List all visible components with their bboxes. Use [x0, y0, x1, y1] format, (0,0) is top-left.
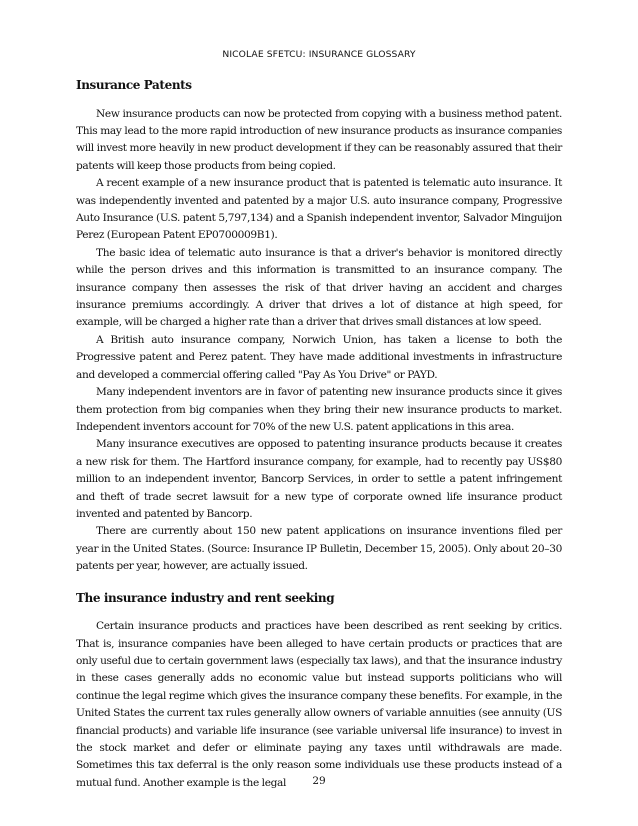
section-heading-insurance-patents: Insurance Patents	[76, 78, 192, 92]
running-header: NICOLAE SFETCU: INSURANCE GLOSSARY	[222, 49, 416, 60]
section-heading-rent-seeking: The insurance industry and rent seeking	[76, 590, 335, 605]
paragraph: A recent example of a new insurance product that is patented is telematic auto insurance. It was independently invented and patented by a major U.S. auto insurance company, Progressive Auto Insurance (U.S. patent 5,797,134) and a Spanish independent inventor, Salvador Minguijon Perez (European Patent EP0700009B1).	[76, 177, 562, 242]
paragraph: Many insurance executives are opposed to patenting insurance products because it creates a new risk for them. The Hartford insurance company, for example, had to recently pay US$80 million to an independent inventor, Bancorp Services, in order to settle a patent infringement and theft of trade secret lawsuit for a new type of corporate owned life insurance product invented and patented by Bancorp.	[76, 438, 562, 520]
paragraph: New insurance products can now be protected from copying with a business method patent. This may lead to the more rapid introduction of new insurance products as insurance companies will invest more heavily in new product development if they can be reasonably assured that their patents will keep those products from being copied.	[76, 107, 562, 172]
paragraph: Certain insurance products and practices have been described as rent seeking by critics. That is, insurance companies have been alleged to have certain products or practices that are only useful due to certain government laws (especially tax laws), and that the insurance industry in these cases generally adds no economic value but instead supports politicians who will continue the legal regime which gives the insurance company these benefits. For example, in the United States the current tax rules generally allow owners of variable annuities (see annuity (US financial products) and variable life insurance (see variable universal life insurance) to invest in the stock market and defer or eliminate paying any taxes until withdrawals are made. Sometimes this tax deferral is the only reason some individuals use these products instead of a mutual fund. Another example is the legal	[76, 620, 562, 789]
page-number: 29	[312, 775, 326, 787]
paragraph: A British auto insurance company, Norwich Union, has taken a license to both the Progressive patent and Perez patent. They have made additional investments in infrastructure and developed a commercial offering called "Pay As You Drive" or PAYD.	[76, 333, 562, 381]
paragraph: There are currently about 150 new patent applications on insurance inventions filed per year in the United States. (Source: Insurance IP Bulletin, December 15, 2005). Only about 20–30 patents per year, however, are actually issued.	[76, 525, 562, 573]
paragraph: The basic idea of telematic auto insurance is that a driver's behavior is monitored directly while the person drives and this information is transmitted to an insurance company. The insurance company then assesses the risk of that driver having an accident and charges insurance premiums accordingly. A driver that drives a lot of distance at high speed, for example, will be charged a higher rate than a driver that drives small distances at low speed.	[76, 246, 562, 329]
page-content	[76, 77, 562, 792]
paragraph: Many independent inventors are in favor of patenting new insurance products since it gives them protection from big companies when they bring their new insurance products to market. Independent inventors account for 70% of the new U.S. patent applications in this area.	[76, 386, 562, 433]
